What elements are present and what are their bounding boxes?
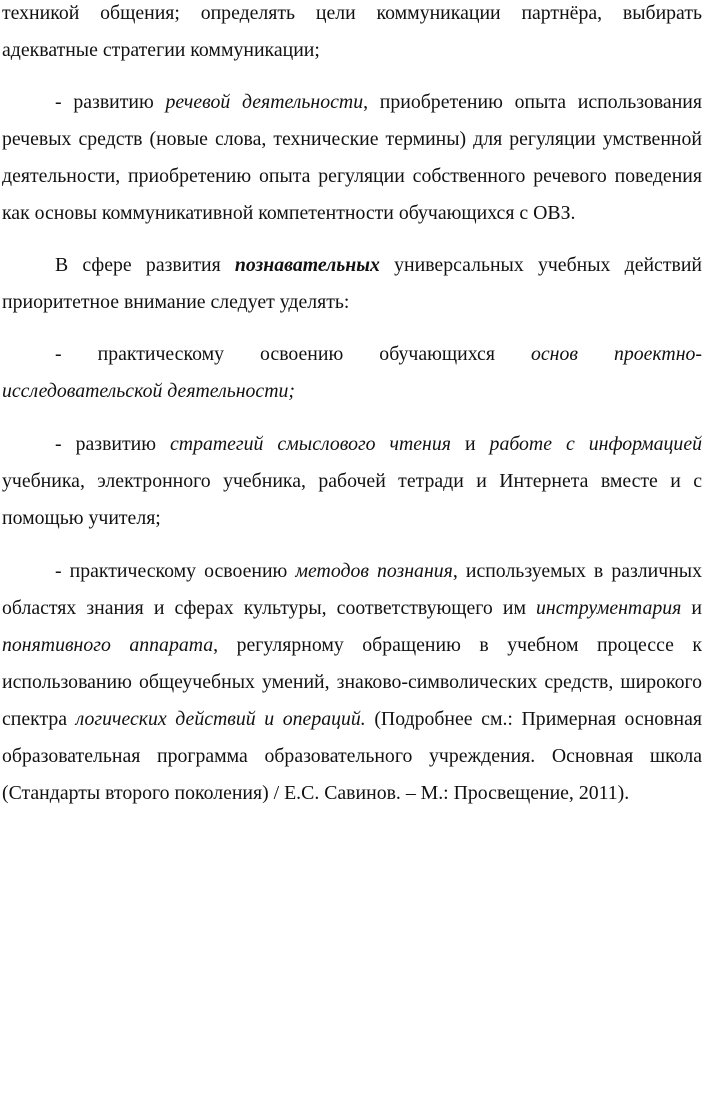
paragraph-communication-end	[2, 0, 702, 69]
italic-term: речевой деятельности	[165, 91, 364, 113]
text-run: , регулярному обращению в учебном процессе к использованию общеучебных умений, знаково-символических средств, широкого спектра	[2, 634, 702, 730]
paragraph-speech-activity	[2, 84, 702, 232]
text-run: (Подробнее см.: Примерная основная образовательная программа образовательного учреждения. Основная школа (Стандарты второго поколения) / Е.С. Савинов. – М.: Просвещение, 2011).	[2, 708, 702, 804]
italic-term: понятивного аппарата	[2, 634, 214, 656]
text-run: - практическому освоению	[55, 560, 296, 582]
italic-term: стратегий смыслового чтения	[170, 433, 451, 455]
text-run: - практическому освоению обучающихся	[55, 343, 531, 365]
text-run: - развитию	[55, 433, 170, 455]
italic-term: методов познания	[295, 560, 453, 582]
text-run: и	[681, 597, 702, 619]
italic-term: основ проектно-исследовательской деятельности;	[2, 343, 702, 402]
text-run: , используемых в различных областях знания и сферах культуры, соответствующего им	[2, 560, 702, 619]
paragraph-project-research	[2, 336, 702, 410]
text-run: В сфере развития	[55, 254, 235, 276]
text-run: , приобретению опыта использования речевых средств (новые слова, технические термины) для регуляции умственной деятельности, приобретению опыта регуляции собственного речевого поведения как основы коммуникативной компетентности обучающихся с ОВЗ.	[2, 91, 702, 224]
bold-italic-term: познавательных	[234, 254, 380, 276]
italic-term: инструментария	[536, 597, 682, 619]
italic-term: работе с информацией	[489, 433, 702, 455]
paragraph-reading-strategies	[2, 426, 702, 537]
text-run: и	[450, 433, 490, 455]
text-run: техникой общения; определять цели коммуникации партнёра, выбирать адекватные стратегии коммуникации;	[2, 2, 702, 61]
italic-term: логических действий и операций.	[75, 708, 366, 730]
text-run: универсальных учебных действий приоритетное внимание следует уделять:	[2, 254, 702, 313]
paragraph-cognitive-intro	[2, 247, 702, 321]
text-run: учебника, электронного учебника, рабочей тетради и Интернета вместе и с помощью учителя;	[2, 470, 702, 529]
paragraph-cognition-methods	[2, 553, 702, 812]
text-run: - развитию	[55, 91, 166, 113]
